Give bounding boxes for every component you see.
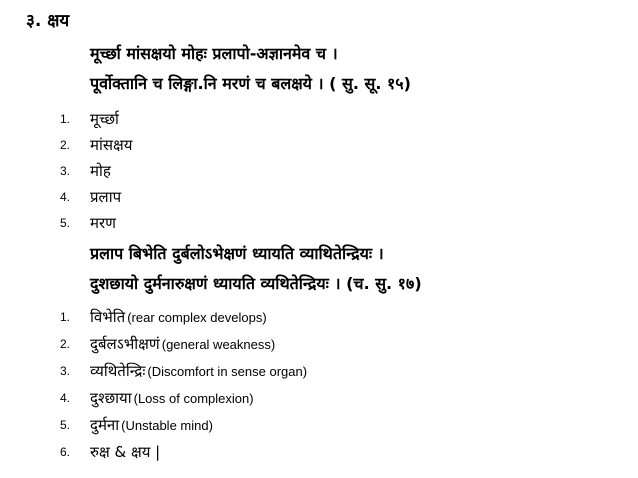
verse-line: मूर्च्छा मांसक्षयो मोहः प्रलापो-अज्ञानमेव च । <box>90 44 338 63</box>
list-term: मरण <box>90 214 116 232</box>
list-term: व्यथितेन्द्रिः <box>90 362 146 380</box>
list-number: 2. <box>60 337 71 351</box>
list-term: मोह <box>90 162 111 180</box>
verse-line: पूर्वोक्तानि च लिङ्गा.नि मरणं च बलक्षये । ( सु. सू. १५) <box>90 74 411 93</box>
list-number: 3. <box>60 164 71 178</box>
list-item <box>60 333 275 355</box>
list-number: 3. <box>60 364 71 378</box>
list-number: 6. <box>60 445 71 459</box>
list-item <box>60 414 213 436</box>
list-number: 1. <box>60 112 71 126</box>
list-gloss: (rear complex develops) <box>127 309 267 325</box>
list-term: प्रलाप <box>90 188 122 206</box>
list-gloss: (Unstable mind) <box>121 417 213 433</box>
list-item <box>60 212 116 234</box>
list-item <box>60 441 160 463</box>
list-number: 2. <box>60 138 71 152</box>
list-item <box>60 306 267 328</box>
list-item <box>60 186 121 208</box>
list-term: मांसक्षय <box>90 136 133 154</box>
verse-line: दुशछायो दुर्मनारुक्षणं ध्यायति व्यथितेन्द्रियः । (च. सु. १७) <box>90 274 422 293</box>
list-number: 5. <box>60 216 71 230</box>
list-term: मूर्च्छा <box>90 110 119 128</box>
list-term: रुक्ष & क्षय | <box>90 443 161 461</box>
list-item <box>60 160 111 182</box>
list-gloss: (Discomfort in sense organ) <box>147 363 308 379</box>
list-number: 1. <box>60 310 71 324</box>
list-term: दुर्बलऽभीक्षणं <box>90 335 160 353</box>
list-term: दुर्मना <box>90 416 120 434</box>
list-number: 4. <box>60 391 71 405</box>
list-number: 5. <box>60 418 71 432</box>
verse-line: प्रलाप बिभेति दुर्बलोऽभेक्षणं ध्यायति व्याथितेन्द्रियः । <box>90 244 384 263</box>
list-item <box>60 108 119 130</box>
list-item <box>60 387 254 409</box>
list-term: विभेति <box>90 308 126 326</box>
list-gloss: (Loss of complexion) <box>133 390 254 406</box>
list-number: 4. <box>60 190 71 204</box>
list-item <box>60 360 307 382</box>
list-gloss: (general weakness) <box>161 336 276 352</box>
list-term: दुश्छाया <box>90 389 132 407</box>
list-item <box>60 134 132 156</box>
section-heading: ३. क्षय <box>26 11 70 31</box>
